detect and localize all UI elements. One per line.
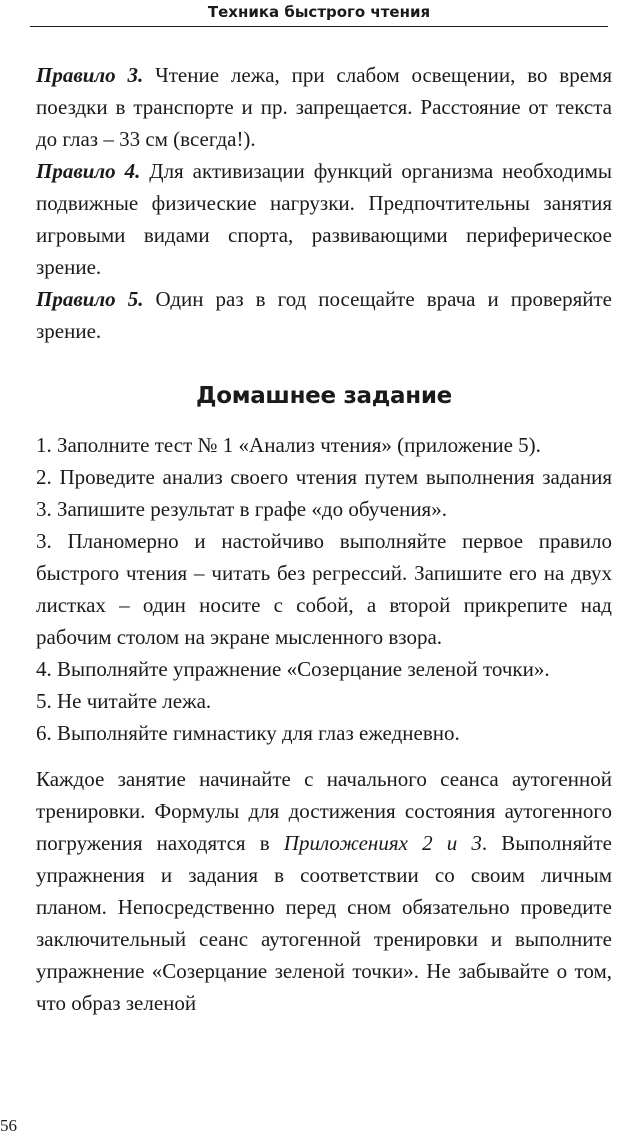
running-header-title: Техника быстрого чтения xyxy=(207,3,431,21)
closing-text-end: . Выполняйте упражнения и задания в соответствии со своим личным планом. Непосредственно перед сном обязательно проведите заключительный сеанс аутогенной тренировки и выполните упражнение «Созерцание зеленой точки». Не забывайте о том, что образ зеленой xyxy=(36,831,612,1015)
rule-paragraph xyxy=(36,155,612,283)
closing-paragraph xyxy=(36,763,612,1019)
list-item: 3. Планомерно и настойчиво выполняйте первое правило быстрого чтения – читать без регрессий. Запишите его на двух листках – один носите с собой, а второй прикрепите над рабочим столом на экране мысленного взора. xyxy=(36,529,612,649)
list-item: 5. Не читайте лежа. xyxy=(36,689,212,713)
section-heading: Домашнее задание xyxy=(196,383,452,409)
rule-text: Чтение лежа, при слабом освещении, во время поездки в транспорте и пр. запрещается. Расстояние от текста до глаз – 33 см (всегда!). xyxy=(36,63,612,151)
list-item: 1. Заполните тест № 1 «Анализ чтения» (приложение 5). xyxy=(36,433,541,457)
rule-text: Один раз в год посещайте врача и проверяйте зрение. xyxy=(36,287,612,343)
rule-paragraph xyxy=(36,283,612,347)
rule-text: Для активизации функций организма необходимы подвижные физические нагрузки. Предпочтительны занятия игровыми видами спорта, развивающими периферическое зрение. xyxy=(36,159,612,279)
page-number: 56 xyxy=(0,1116,17,1135)
rule-label: Правило 5. xyxy=(36,287,144,311)
list-item: 2. Проведите анализ своего чтения путем выполнения задания 3. Запишите результат в графе «до обучения». xyxy=(36,465,612,521)
page-content xyxy=(36,59,612,1019)
list-item: 4. Выполняйте упражнение «Созерцание зеленой точки». xyxy=(36,657,550,681)
rule-label: Правило 4. xyxy=(36,159,141,183)
rule-label: Правило 3. xyxy=(36,63,144,87)
running-header xyxy=(30,0,608,27)
list-item: 6. Выполняйте гимнастику для глаз ежедневно. xyxy=(36,721,460,745)
appendix-reference: Приложениях 2 и 3 xyxy=(283,831,482,855)
homework-list xyxy=(36,429,612,749)
rule-paragraph xyxy=(36,59,612,155)
closing-text-start: Каждое занятие начинайте с начального сеанса аутогенной тренировки. Формулы для достижения состояния аутогенного погружения находятся в xyxy=(36,767,612,855)
